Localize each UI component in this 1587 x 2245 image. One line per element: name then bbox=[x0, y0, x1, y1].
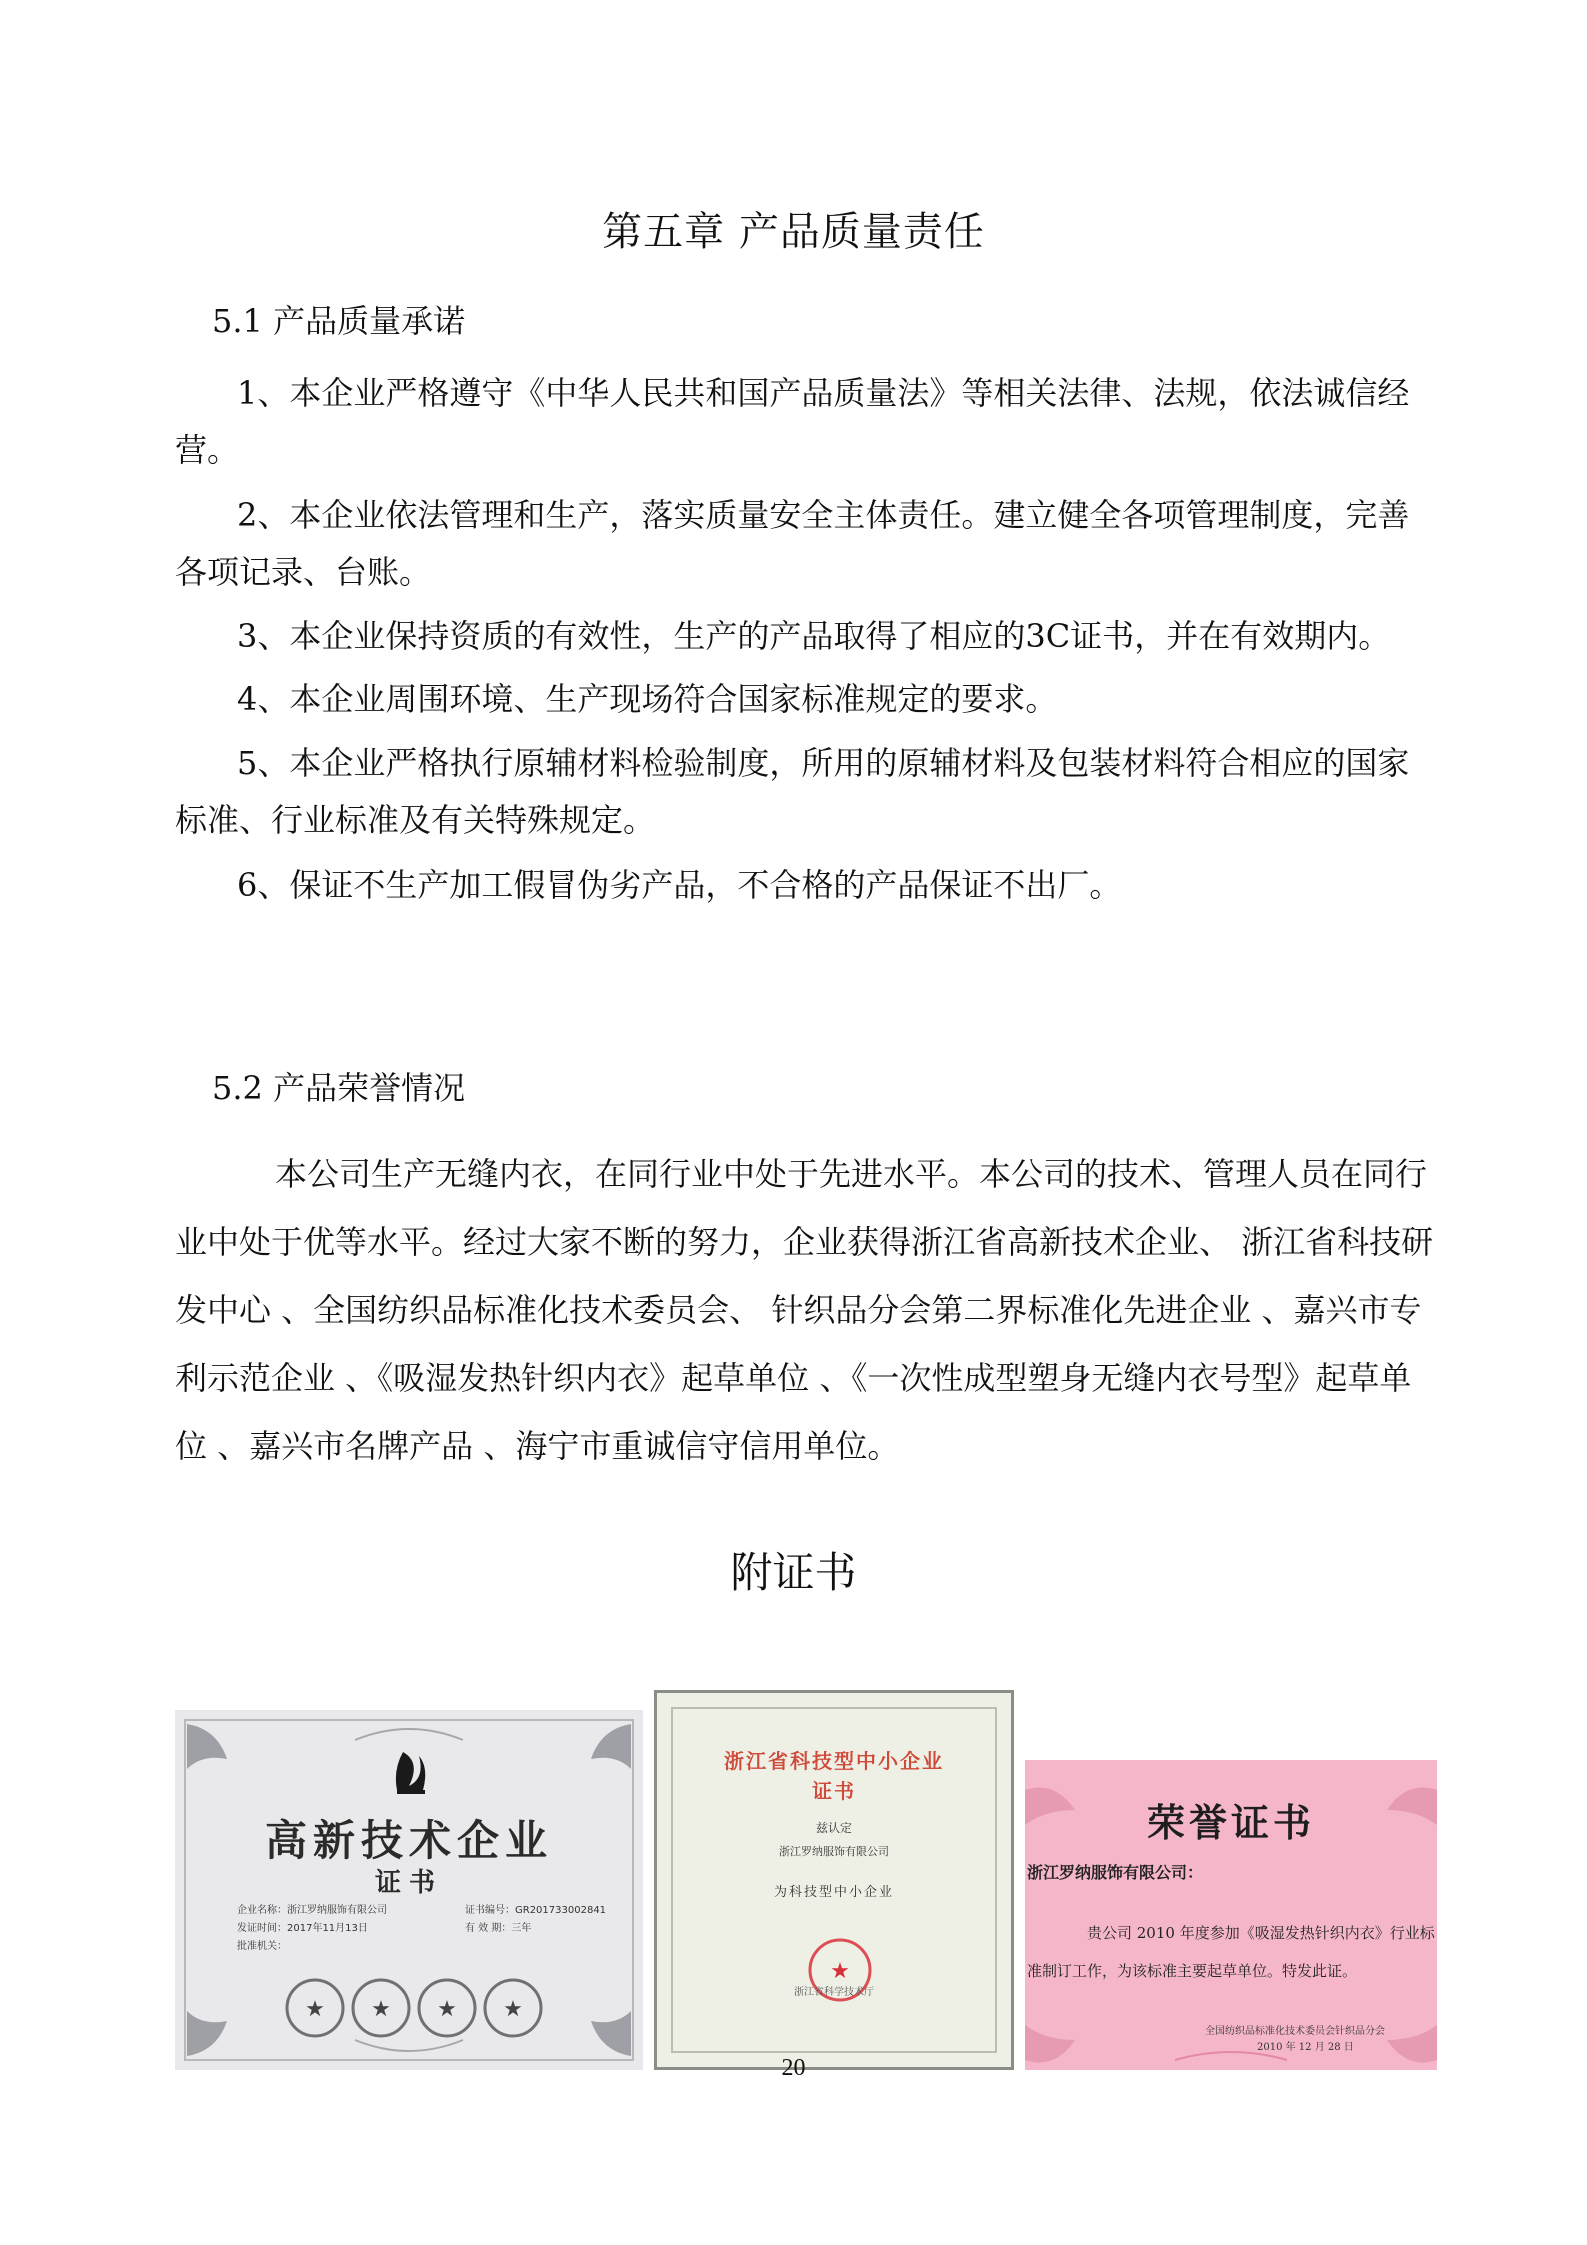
cert2-title-line1: 浙江省科技型中小企业 bbox=[724, 1749, 944, 1773]
cert1-subtitle: 证书 bbox=[374, 1868, 443, 1898]
cert1-validity-label: 有 效 期： bbox=[465, 1923, 512, 1934]
svg-text:★: ★ bbox=[437, 1997, 457, 2022]
cert2-company: 浙江罗纳服饰有限公司 bbox=[779, 1845, 889, 1858]
appendix-title: 附证书 bbox=[730, 1548, 857, 1597]
cert1-authority-label: 批准机关： bbox=[237, 1941, 287, 1952]
cert3-body-line1: 贵公司 2010 年度参加《吸湿发热针织内衣》行业标 bbox=[1087, 1924, 1435, 1942]
commitment-item-3: 3、本企业保持资质的有效性，生产的产品取得了相应的3C证书，并在有效期内。 bbox=[237, 617, 1391, 655]
cert1-number: GR201733002841 bbox=[515, 1905, 607, 1916]
chapter-title: 第五章 产品质量责任 bbox=[602, 209, 985, 255]
commitment-item-5: 5、本企业严格执行原辅材料检验制度，所用的原辅材料及包装材料符合相应的国家标准、行业标准及有关特殊规定。 bbox=[175, 744, 1410, 839]
svg-text:★: ★ bbox=[305, 1997, 325, 2022]
cert1-company-label: 企业名称： bbox=[237, 1905, 287, 1916]
svg-text:★: ★ bbox=[371, 1997, 391, 2022]
cert1-number-label: 证书编号： bbox=[465, 1905, 515, 1916]
certificate-sci-tech-sme bbox=[654, 1690, 1014, 2070]
section-heading-quality-commitment: 5.1 产品质量承诺 bbox=[212, 302, 466, 340]
cert3-date: 2010 年 12 月 28 日 bbox=[1257, 2042, 1354, 2053]
commitment-item-4: 4、本企业周围环境、生产现场符合国家标准规定的要求。 bbox=[237, 680, 1058, 718]
certificate-honor bbox=[1025, 1760, 1437, 2070]
cert1-date: 2017年11月13日 bbox=[287, 1923, 368, 1934]
certificate-high-tech-enterprise bbox=[175, 1710, 643, 2070]
cert1-seal-icons bbox=[287, 1980, 541, 2036]
cert3-company: 浙江罗纳服饰有限公司： bbox=[1027, 1863, 1204, 1882]
cert1-emblem-icon bbox=[396, 1752, 425, 1794]
svg-text:★: ★ bbox=[830, 1959, 850, 1984]
svg-text:★: ★ bbox=[503, 1997, 523, 2022]
cert3-title: 荣誉证书 bbox=[1146, 1801, 1315, 1845]
commitment-item-6: 6、保证不生产加工假冒伪劣产品，不合格的产品保证不出厂。 bbox=[237, 866, 1122, 904]
commitment-item-1: 1、本企业严格遵守《中华人民共和国产品质量法》等相关法律、法规，依法诚信经营。 bbox=[175, 374, 1410, 469]
cert2-body: 为科技型中小企业 bbox=[773, 1885, 894, 1900]
cert1-company: 浙江罗纳服饰有限公司 bbox=[287, 1905, 387, 1916]
commitment-item-2: 2、本企业依法管理和生产，落实质量安全主体责任。建立健全各项管理制度，完善各项记录、台账。 bbox=[175, 496, 1410, 591]
page-number: 20 bbox=[781, 2055, 806, 2081]
honors-paragraph: 本公司生产无缝内衣，在同行业中处于先进水平。本公司的技术、管理人员在同行业中处于优等水平。经过大家不断的努力，企业获得浙江省高新技术企业、 浙江省科技研发中心 、全国纺织品标准化技术委员会、 针织品分会第二界标准化先进企业 、嘉兴市专利示范企业 、《吸湿发热针织内衣》起草单位 、《一次性成型塑身无缝内衣号型》起草单位 、嘉兴市名牌产品 、海宁市重诚信守信用单位。 bbox=[175, 1155, 1434, 1465]
cert1-date-label: 发证时间： bbox=[237, 1923, 287, 1934]
cert3-issuer: 全国纺织品标准化技术委员会针织品分会 bbox=[1205, 2026, 1385, 2037]
cert1-right-fields bbox=[465, 1902, 606, 1938]
cert1-left-fields bbox=[237, 1902, 387, 1956]
cert1-title: 高新技术企业 bbox=[264, 1816, 553, 1865]
cert2-title-line2: 证书 bbox=[812, 1779, 856, 1803]
cert2-issuer: 浙江省科学技术厅 bbox=[794, 1987, 874, 1998]
cert2-approved: 兹认定 bbox=[815, 1821, 852, 1835]
cert1-validity: 三年 bbox=[511, 1923, 532, 1934]
cert3-body-line2: 准制订工作，为该标准主要起草单位。特发此证。 bbox=[1027, 1962, 1358, 1980]
section-heading-honors: 5.2 产品荣誉情况 bbox=[212, 1069, 466, 1107]
